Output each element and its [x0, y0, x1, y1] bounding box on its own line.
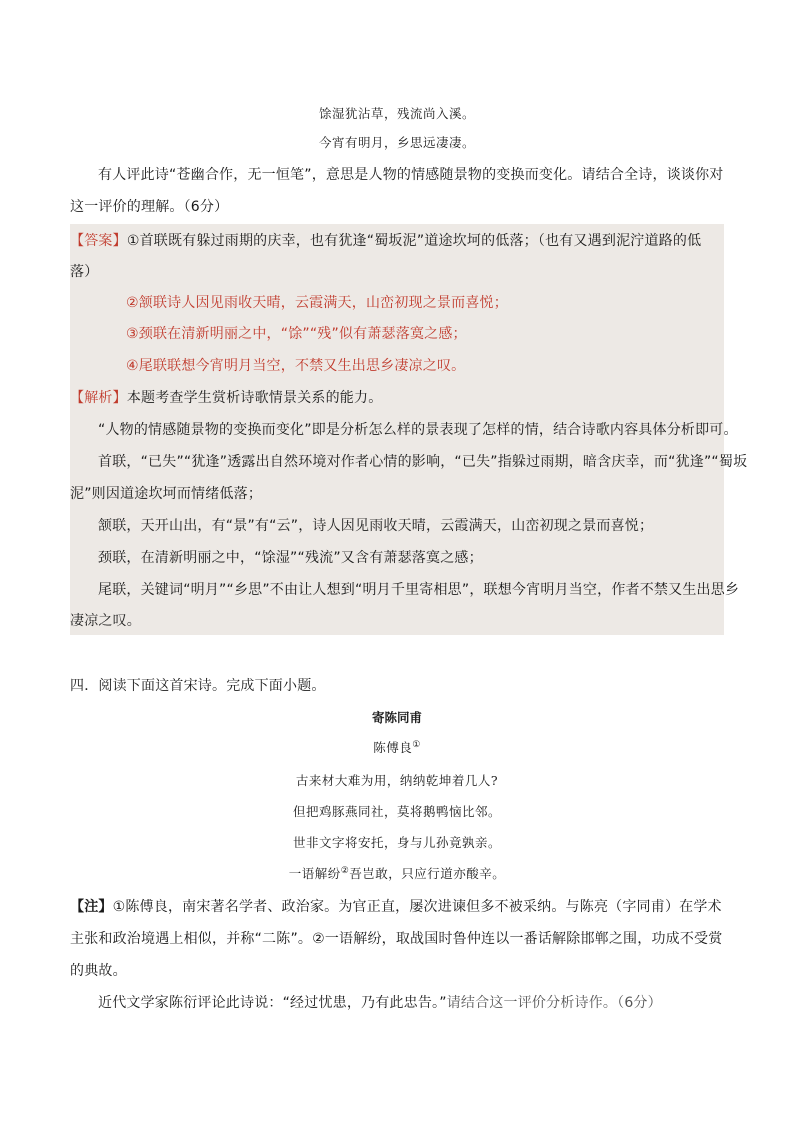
- question3-line1: 有人评此诗“苍幽合作，无一恒笔”，意思是人物的情感随景物的变换而变化。请结合全诗，谈谈你对: [98, 167, 724, 183]
- analysis-p2a: 首联，“已失”“犹逢”透露出自然环境对作者心情的影响，“已失”指躲过雨期，暗含庆幸，而“犹逢”“蜀坂: [98, 454, 748, 470]
- analysis-p4: 颈联，在清新明丽之中，“馀湿”“残流”又含有萧瑟落寞之感；: [98, 550, 483, 566]
- poem2-author: [0, 738, 794, 758]
- analysis-tag: 【解析】: [70, 390, 127, 406]
- answer-line4: ④尾联联想今宵明月当空，不禁又生出思乡凄凉之叹。: [126, 358, 466, 374]
- note-tag: 【注】: [70, 899, 113, 915]
- poem2-title: 寄陈同甫: [371, 710, 422, 725]
- analysis-intro-line: [70, 388, 382, 408]
- note-line2: 主张和政治境遇上相似，并称“二陈”。②一语解纷，取战国时鲁仲连以一番话解除邯郸之围，功成不受赏: [70, 931, 723, 947]
- answer-line3: ③颈联在清新明丽之中，“馀”“残”似有萧瑟落寞之感；: [126, 326, 467, 342]
- analysis-p2b: 泥”则因道途坎坷而情绪低落；: [70, 486, 263, 502]
- section4-heading: 四．阅读下面这首宋诗。完成下面小题。: [70, 678, 326, 694]
- answer-line1: [70, 231, 701, 251]
- poem2-line4: [0, 864, 794, 884]
- analysis-p3: 颔联，天开山出，有“景”有“云”，诗人因见雨收天晴，云霞满天，山峦初现之景而喜悦；: [98, 518, 654, 534]
- poem2-line3: 世非文字将安托，身与儿孙竟孰亲。: [292, 835, 501, 850]
- line4-note-mark: ②: [340, 865, 350, 876]
- analysis-p5b: 凄凉之叹。: [70, 613, 141, 629]
- answer-text-1: ①首联既有躲过雨期的庆幸，也有犹逢“蜀坂泥”道途坎坷的低落；（也有又遇到泥泞道路的低: [126, 233, 702, 249]
- note-line3: 的典故。: [70, 963, 127, 979]
- poem2-line1: 古来材大难为用，纳纳乾坤着几人?: [295, 773, 499, 788]
- poem1-line5: 馀湿犹沾草，残流尚入溪。: [318, 106, 475, 121]
- poem2-line4-b: 吾岂敢，只应行道亦酸辛。: [349, 866, 506, 881]
- poem2-author-name: 陈傅良: [373, 740, 413, 755]
- answer-tag: 【答案】: [70, 233, 127, 249]
- note-line1: [70, 897, 722, 917]
- poem2-line2: 但把鸡豚燕同社，莫将鹅鸭恼比邻。: [292, 804, 501, 819]
- analysis-p1: “人物的情感随景物的变换而变化”即是分析怎么样的景表现了怎样的情，结合诗歌内容具体分析即可。: [98, 422, 738, 438]
- question4: [98, 993, 662, 1013]
- question3-line2: 这一评价的理解。（6分）: [70, 199, 229, 215]
- author-note-mark: ①: [412, 739, 421, 750]
- question4-b: 请结合这一评价分析诗作。（6分）: [446, 995, 662, 1011]
- analysis-intro: 本题考查学生赏析诗歌情景关系的能力。: [126, 390, 383, 406]
- note-text-1: ①陈傅良，南宋著名学者、政治家。为官正直，屡次进谏但多不被采纳。与陈亮（字同甫）在学术: [112, 899, 722, 915]
- question4-a: 近代文学家陈衍评论此诗说：“经过忧患，乃有此忠告。”: [98, 995, 447, 1011]
- poem1-line6: 今宵有明月，乡思远凄凄。: [318, 135, 475, 150]
- answer-line2: ②颔联诗人因见雨收天晴，云霞满天，山峦初现之景而喜悦；: [126, 295, 508, 311]
- analysis-p5a: 尾联，关键词“明月”“乡思”不由让人想到“明月千里寄相思”，联想今宵明月当空，作者不禁又生出思乡: [98, 582, 740, 598]
- poem2-line4-a: 一语解纷: [288, 866, 341, 881]
- answer-line1b: 落）: [70, 264, 99, 280]
